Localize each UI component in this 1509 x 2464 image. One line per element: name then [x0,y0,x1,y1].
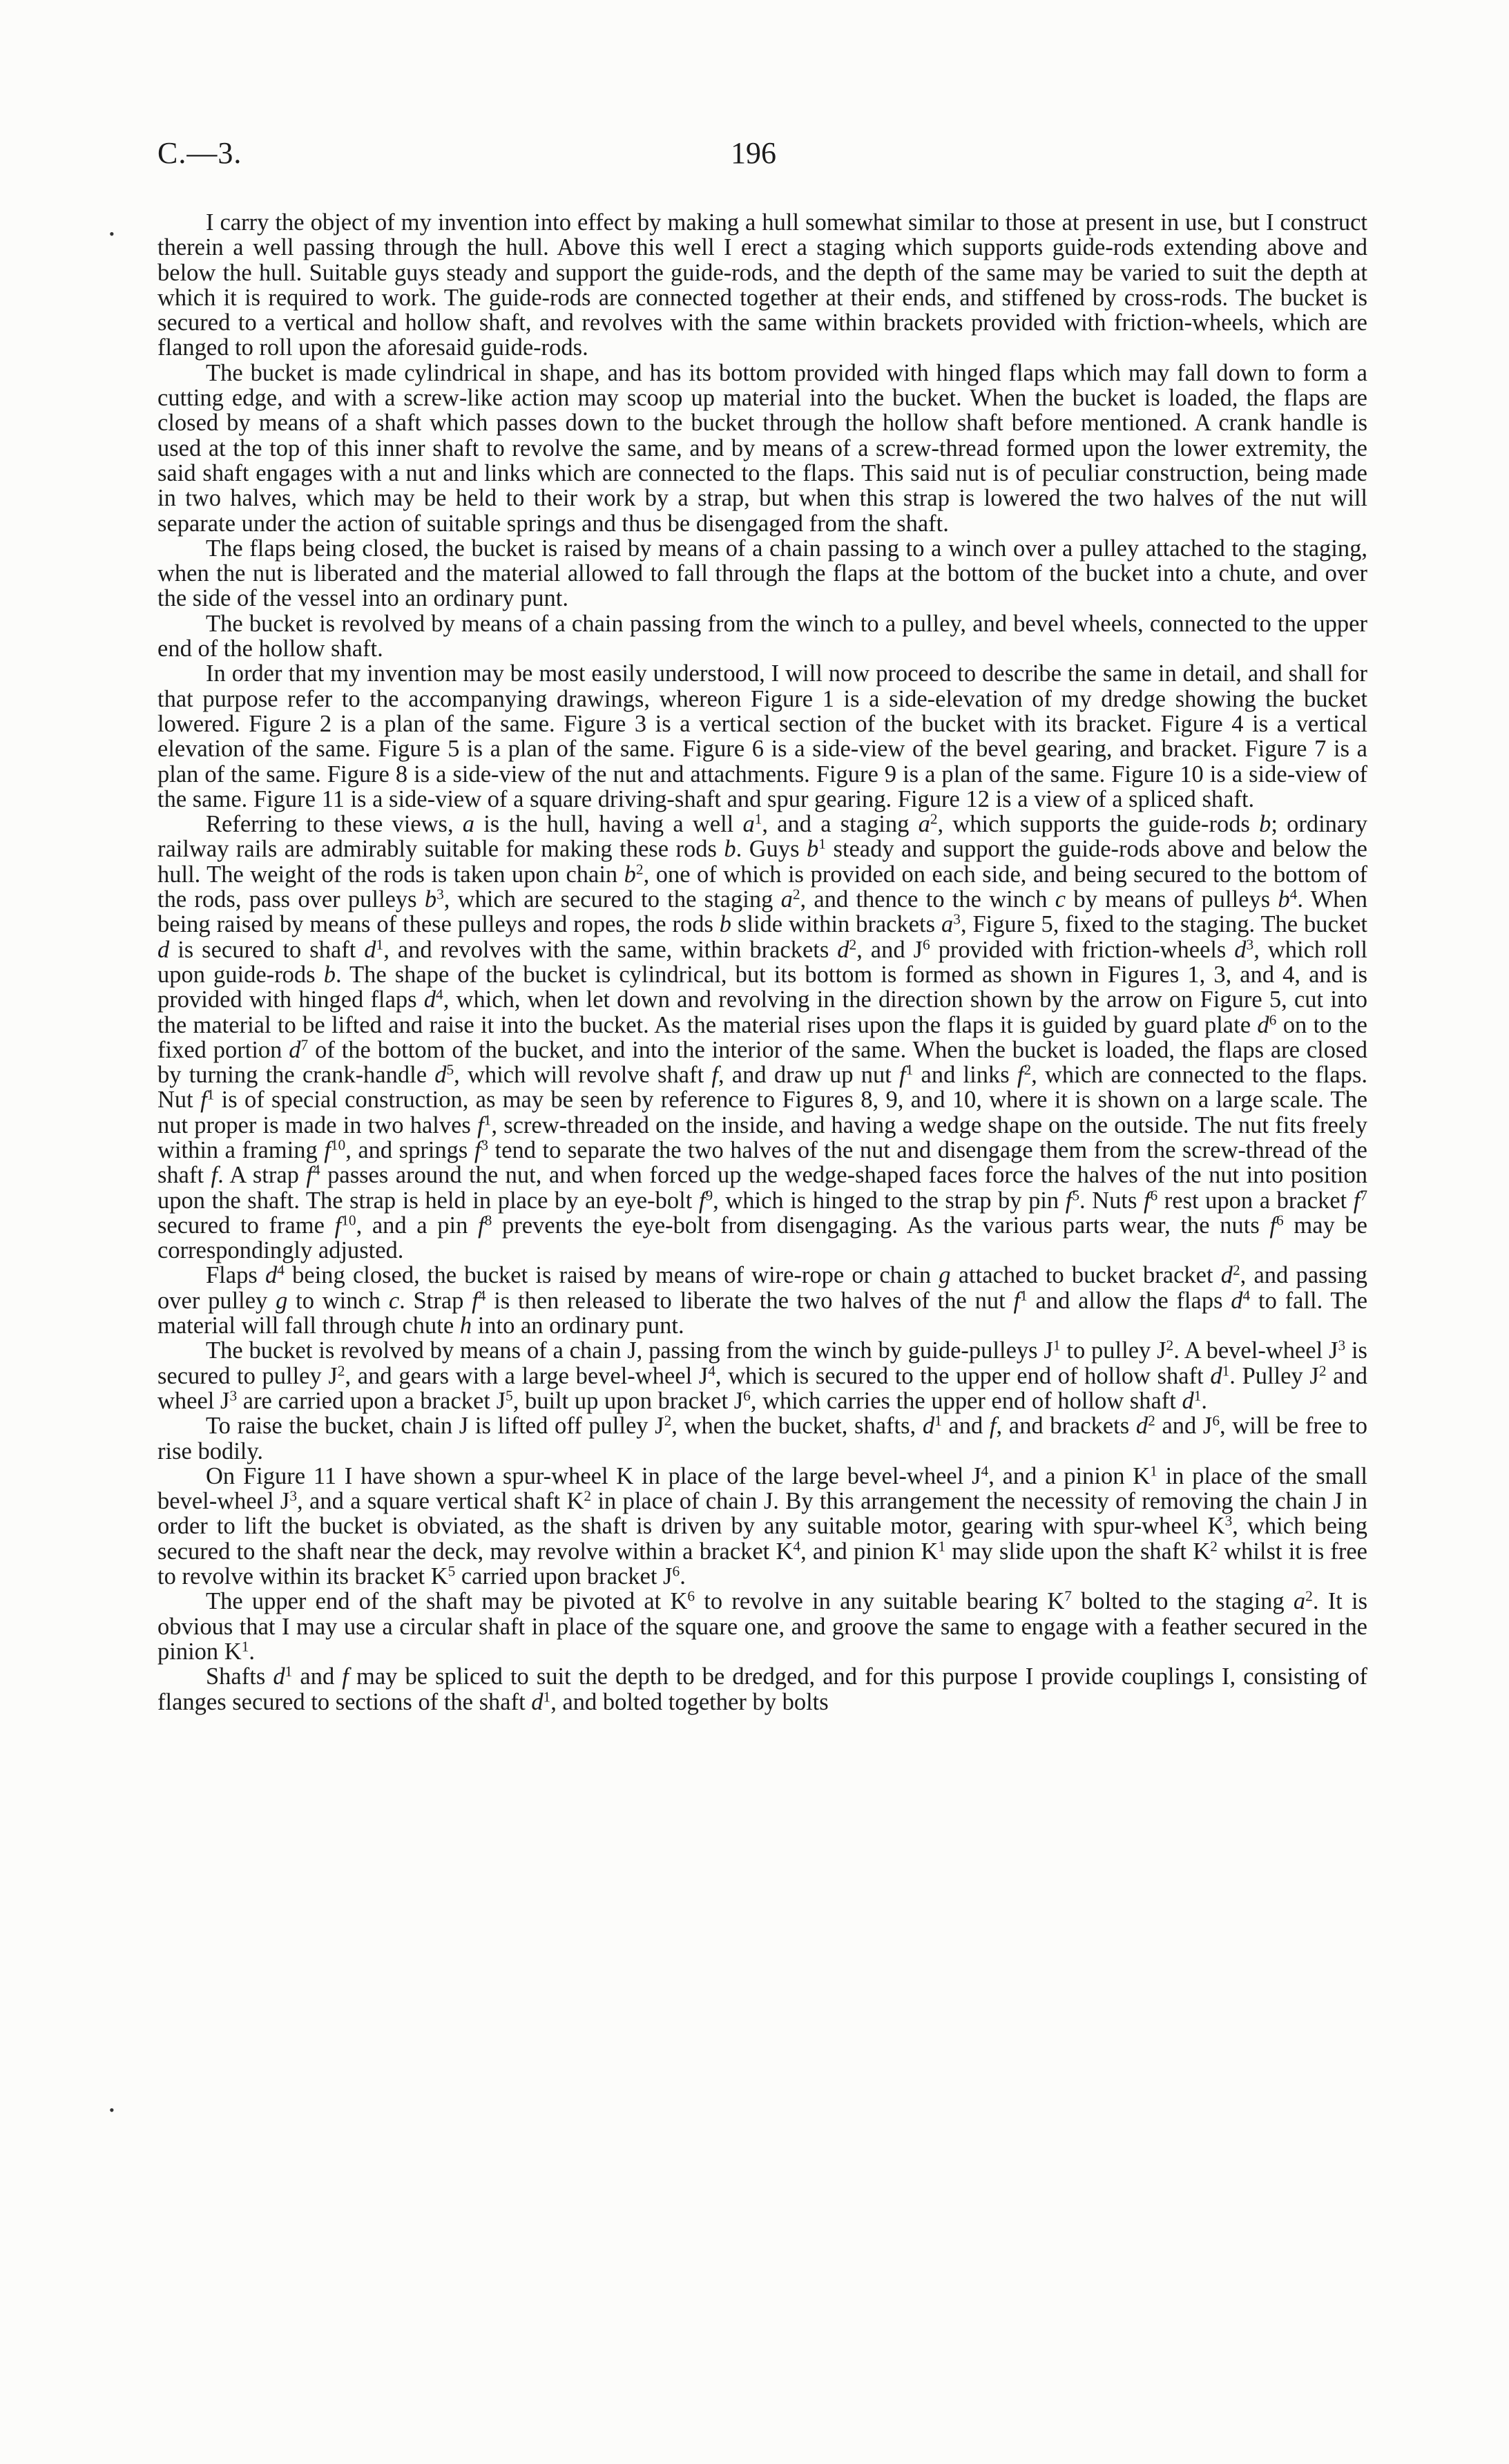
superscript-index: 1 [1193,1387,1202,1404]
reference-letter: b [424,886,437,913]
reference-letter: f [989,1413,997,1440]
reference-letter: d [837,936,849,963]
superscript-index: 3 [481,1136,489,1154]
text-run: . [249,1638,256,1665]
text-run: . A bevel-wheel J [1173,1337,1338,1364]
superscript-index: 3 [436,886,444,903]
margin-dot-top: • [109,225,115,242]
reference-letter: f [306,1162,313,1189]
superscript-index: 4 [436,986,443,1003]
text-run: . The shape of the bucket is cylindrical, but its bottom is formed as shown in Figures 1, 3, and 4, and is provided with hinged flaps [157,961,1367,1013]
superscript-index: 6 [1212,1412,1220,1429]
reference-letter: d [265,1262,278,1289]
text-run: , and pinion K [800,1538,939,1565]
running-header [157,135,1352,177]
text-run: slide within brackets [731,911,941,938]
body-paragraph [157,361,1367,536]
text-run: . It is obvious that I may use a circular shaft in place of the square one, and groove the same to engage with a feather secured in the pinion K [157,1588,1367,1665]
text-run: Shafts [206,1663,273,1690]
body-paragraph [157,812,1367,1263]
text-run: and allow the flaps [1027,1287,1231,1314]
superscript-index: 4 [793,1537,801,1554]
margin-dot-bottom: • [109,2101,115,2119]
reference-letter: f [711,1062,718,1089]
text-run: , which being secured to the shaft near the deck, may revolve within a bracket K [157,1513,1367,1565]
superscript-index: 4 [478,1287,486,1304]
text-run: , screw-threaded on the inside, and having a wedge shape on the outside. The nut fits freely within a framing [157,1111,1367,1163]
reference-letter: f [474,1136,481,1163]
text-run: bolted to the staging [1071,1588,1294,1615]
superscript-index: 4 [312,1161,320,1178]
superscript-index: 6 [687,1587,695,1605]
reference-letter: d [1135,1413,1148,1440]
text-run: , and a pinion K [988,1462,1151,1489]
text-run: To raise the bucket, chain J is lifted off pulley J [206,1413,664,1440]
superscript-index: 2 [337,1362,345,1379]
text-run: . Nuts [1079,1187,1144,1214]
superscript-index: 1 [376,935,384,953]
text-run: , which, when let down and revolving in the direction shown by the arrow on Figure 5, cut into the material to be lifted and raise it into the bucket. As the material rises upon the flaps it is guided by guard plate [157,986,1367,1038]
reference-letter: d [434,1062,447,1089]
text-run: Referring to these views, [206,811,463,838]
text-run: . When being raised by means of these pulleys and ropes, the rods [157,886,1367,938]
body-paragraph [157,1413,1367,1464]
text-run: The upper end of the shaft may be pivoted at K [206,1588,688,1615]
text-run: and J [1155,1413,1213,1440]
text-run: are carried upon a bracket J [237,1387,506,1414]
text-run: and wheel J [157,1362,1367,1414]
text-run: whilst it is free to revolve within its bracket K [157,1538,1367,1590]
text-run: of the bottom of the bucket, and into the interior of the same. When the bucket is loaded, the flaps are closed by turning the crank-handle [157,1036,1367,1089]
reference-letter: f [1017,1062,1024,1089]
reference-letter: b [719,911,732,938]
text-run: , and gears with a large bevel-wheel J [345,1362,709,1389]
text-run: is of special construction, as may be seen by reference to Figures 8, 9, and 10, where it is shown on a large scale. The nut proper is made in two halves [157,1087,1368,1138]
superscript-index: 2 [792,886,800,903]
superscript-index: 10 [330,1136,346,1154]
text-run: , and bolted together by bolts [550,1688,829,1715]
reference-letter: b [624,861,636,888]
text-run: by means of pulleys [1066,886,1278,913]
reference-letter: d [1257,1011,1269,1038]
text-run: , and a staging [762,811,919,838]
reference-letter: f [200,1087,207,1114]
reference-letter: c [1055,886,1066,913]
reference-letter: f [1065,1187,1073,1214]
superscript-index: 1 [285,1663,293,1680]
text-run: prevents the eye-bolt from disengaging. As the various parts wear, the nuts [492,1212,1270,1239]
reference-letter: d [1231,1287,1243,1314]
superscript-index: 3 [953,910,961,928]
text-run: is secured to shaft [169,936,365,963]
body-text [157,210,1367,1715]
superscript-index: 1 [754,810,762,828]
reference-letter: d [531,1688,544,1715]
text-run: and [941,1413,990,1440]
text-run: , one of which is provided on each side, and being secured to the bottom of the rods, pass over pulleys [157,861,1367,913]
reference-letter: d [1220,1262,1233,1289]
superscript-index: 2 [1023,1061,1032,1078]
superscript-index: 1 [1053,1337,1061,1354]
text-run: . [680,1563,686,1590]
text-run: attached to bucket bracket [950,1262,1221,1289]
document-reference: C.—3. [157,136,242,170]
text-run: to winch [287,1287,389,1314]
text-run: rest upon a bracket [1157,1187,1354,1214]
text-run: , which is hinged to the strap by pin [713,1187,1066,1214]
reference-letter: d [922,1413,935,1440]
superscript-index: 3 [229,1387,238,1404]
body-paragraph [157,1263,1367,1338]
reference-letter: a [742,811,755,838]
text-run: may be spliced to suit the depth to be dredged, and for this purpose I provide couplings I, consisting of flanges secured to sections of the shaft [157,1663,1367,1715]
superscript-index: 4 [277,1261,285,1279]
text-run: into an ordinary punt. [472,1312,684,1339]
superscript-index: 2 [664,1412,672,1429]
reference-letter: a [1293,1588,1306,1615]
reference-letter: d [423,986,436,1013]
text-run: On Figure 11 I have shown a spur-wheel K in place of the large bevel-wheel J [206,1462,981,1489]
reference-letter: d [273,1663,285,1690]
body-paragraph [157,536,1367,611]
superscript-index: 2 [635,860,644,877]
text-run: is then released to liberate the two halves of the nut [486,1287,1014,1314]
superscript-index: 3 [1224,1512,1233,1529]
superscript-index: 5 [506,1387,513,1404]
superscript-index: 1 [206,1086,215,1103]
superscript-index: 7 [300,1036,309,1053]
superscript-index: 6 [1150,1186,1158,1203]
superscript-index: 3 [1246,935,1254,953]
reference-letter: f [334,1212,342,1239]
reference-letter: d [1234,936,1247,963]
reference-letter: a [462,811,475,838]
superscript-index: 9 [705,1186,713,1203]
body-paragraph [157,1338,1367,1413]
text-run: , which are connected to the flaps. Nut [157,1062,1367,1114]
text-run: , and thence to the winch [800,886,1055,913]
superscript-index: 5 [446,1061,454,1078]
superscript-index: 6 [743,1387,751,1404]
text-run: In order that my invention may be most easily understood, I will now proceed to describe the same in detail, and shall for that purpose refer to the accompanying drawings, whereon Figure 1 is a side-elevation of my dredge showing the bucket lowered. Figure 2 is a plan of the same. Figure 3 is a vertical section of the bucket with its bracket. Figure 4 is a vertical elevation of the same. Figure 5 is a plan of the same. Figure 6 is a side-view of the bevel gearing, and bracket. Figure 7 is a plan of the same. Figure 8 is a side-view of the nut and attachments. Figure 9 is a plan of the same. Figure 10 is a side-view of the same. Figure 11 is a side-view of a square driving-shaft and spur gearing. Figure 12 is a view of a spliced shaft. [157,660,1367,812]
text-run: is secured to pulley J [157,1337,1367,1389]
reference-letter: f [1143,1187,1151,1214]
superscript-index: 4 [981,1462,989,1480]
superscript-index: 10 [341,1212,356,1229]
reference-letter: b [1278,886,1290,913]
text-run: being closed, the bucket is raised by means of wire-rope or chain [284,1262,939,1289]
superscript-index: 1 [1020,1287,1028,1304]
text-run: passes around the nut, and when forced up the wedge-shaped faces force the halves of the nut into position upon the shaft. The strap is held in place by an eye-bolt [157,1162,1367,1214]
reference-letter: c [388,1287,400,1314]
text-run: in place of the small bevel-wheel J [157,1462,1367,1515]
text-run: , built up upon bracket J [512,1387,744,1414]
text-run: , and a square vertical shaft K [297,1488,584,1515]
text-run: . Pulley J [1229,1362,1319,1389]
text-run: , and passing over pulley [157,1262,1367,1314]
reference-letter: f [1013,1287,1021,1314]
reference-letter: g [276,1287,288,1314]
text-run: , which carries the upper end of hollow shaft [750,1387,1182,1414]
text-run: may be correspondingly adjusted. [157,1212,1367,1264]
text-run: The bucket is revolved by means of a chain J, passing from the winch by guide-pulleys J [206,1337,1053,1364]
superscript-index: 2 [1210,1537,1218,1554]
text-run: , and a pin [356,1212,479,1239]
superscript-index: 5 [1072,1186,1080,1203]
text-run: , Figure 5, fixed to the staging. The bucket [960,911,1367,938]
superscript-index: 4 [1242,1287,1251,1304]
text-run: and [292,1663,343,1690]
superscript-index: 2 [849,935,857,953]
superscript-index: 1 [1222,1362,1230,1379]
superscript-index: 1 [241,1638,249,1655]
body-paragraph [157,1664,1367,1715]
text-run: to pulley J [1060,1337,1166,1364]
text-run: . Guys [736,836,807,863]
text-run: . [1201,1387,1208,1414]
text-run: . A strap [218,1162,307,1189]
text-run: on to the fixed portion [157,1011,1367,1063]
reference-letter: f [698,1187,706,1214]
body-paragraph [157,611,1367,662]
text-run: and links [913,1062,1017,1089]
text-run: I carry the object of my invention into effect by making a hull somewhat similar to those at present in use, but I construct therein a well passing through the hull. Above this well I erect a staging which supports guide-rods extending above and below the hull. Suitable guys steady and support the guide-rods, and the depth of the same may be varied to suit the depth at which it is required to work. The guide-rods are connected together at their ends, and stiffened by cross-rods. The bucket is secured to a vertical and hollow shaft, and revolves with the same within brackets provided with friction-wheels, which are flanged to roll upon the aforesaid guide-rods. [157,209,1367,361]
body-paragraph [157,1464,1367,1589]
text-run: , and J [856,936,923,963]
superscript-index: 6 [1276,1212,1284,1229]
superscript-index: 4 [1289,886,1298,903]
reference-letter: d [289,1036,301,1063]
superscript-index: 2 [1232,1261,1240,1279]
text-run: . Strap [399,1287,472,1314]
text-run: steady and support the guide-rods above and below the hull. The weight of the rods is taken upon chain [157,836,1367,888]
superscript-index: 2 [1148,1412,1155,1429]
text-run: , and revolves with the same, within brackets [383,936,838,963]
reference-letter: f [478,1212,485,1239]
text-run: ; ordinary railway rails are admirably suitable for making these rods [157,811,1367,863]
reference-letter: a [941,911,954,938]
superscript-index: 5 [448,1563,456,1580]
text-run: , and brackets [996,1413,1136,1440]
superscript-index: 1 [818,835,826,852]
text-run: , which is secured to the upper end of hollow shaft [715,1362,1211,1389]
text-run: , when the bucket, shafts, [671,1413,923,1440]
text-run: , and springs [345,1136,474,1163]
body-paragraph [157,1589,1367,1664]
reference-letter: d [364,936,376,963]
superscript-index: 8 [484,1212,492,1229]
reference-letter: f [324,1136,331,1163]
superscript-index: 7 [1360,1186,1367,1203]
superscript-index: 1 [905,1061,914,1078]
text-run: to revolve in any suitable bearing K [695,1588,1065,1615]
body-paragraph [157,210,1367,361]
text-run: The bucket is made cylindrical in shape, and has its bottom provided with hinged flaps which may fall down to form a cutting edge, and with a screw-like action may scoop up material into the bucket. When the bucket is loaded, the flaps are closed by means of a shaft which passes down to the bucket through the hollow shaft before mentioned. A crank handle is used at the top of this inner shaft to revolve the same, and by means of a screw-thread formed upon the lower extremity, the said shaft engages with a nut and links which are connected to the flaps. This said nut is of peculiar construction, being made in two halves, which may be held to their work by a strap, but when this strap is lowered the two halves of the nut will separate under the action of suitable springs and thus be disengaged from the shaft. [157,359,1367,537]
text-run: secured to frame [157,1212,335,1239]
page-number: 196 [731,136,776,170]
text-run: to fall. The material will fall through chute [157,1287,1368,1339]
text-run: , will be free to rise bodily. [157,1413,1367,1464]
superscript-index: 3 [1338,1337,1346,1354]
text-run: The bucket is revolved by means of a chain passing from the winch to a pulley, and bevel wheels, connected to the upper end of the hollow shaft. [157,610,1367,662]
superscript-index: 2 [1318,1362,1327,1379]
superscript-index: 2 [584,1487,592,1505]
reference-letter: f [899,1062,906,1089]
superscript-index: 2 [1305,1587,1313,1605]
text-run: , which are secured to the staging [443,886,781,913]
text-run: Flaps [206,1262,265,1289]
reference-letter: b [323,961,336,988]
superscript-index: 1 [938,1537,946,1554]
text-run: carried upon bracket J [455,1563,673,1590]
reference-letter: g [939,1262,951,1289]
superscript-index: 1 [483,1111,492,1128]
text-run: , which will revolve shaft [454,1062,712,1089]
reference-letter: f [342,1663,349,1690]
text-run: may slide upon the shaft K [945,1538,1211,1565]
text-run: , and draw up nut [718,1062,900,1089]
superscript-index: 1 [543,1688,551,1705]
superscript-index: 1 [934,1412,942,1429]
text-run: , which roll upon guide-rods [157,936,1367,988]
reference-letter: b [724,836,736,863]
body-paragraph [157,661,1367,812]
reference-letter: d [1210,1362,1222,1389]
text-run: provided with friction-wheels [930,936,1235,963]
superscript-index: 6 [922,935,930,953]
superscript-index: 2 [1166,1337,1174,1354]
superscript-index: 4 [708,1362,715,1379]
reference-letter: f [1353,1187,1361,1214]
superscript-index: 6 [672,1563,680,1580]
reference-letter: a [780,886,793,913]
text-run: , which supports the guide-rods [937,811,1260,838]
superscript-index: 2 [930,810,938,828]
superscript-index: 1 [1150,1462,1157,1480]
superscript-index: 7 [1064,1587,1072,1605]
reference-letter: f [211,1162,218,1189]
reference-letter: b [807,836,819,863]
reference-letter: a [918,811,930,838]
superscript-index: 3 [289,1487,298,1505]
reference-letter: b [1259,811,1271,838]
text-run: The flaps being closed, the bucket is raised by means of a chain passing to a winch over a pulley attached to the staging, when the nut is liberated and the material allowed to fall through the flaps at the bottom of the bucket into a chute, and over the side of the vessel into an ordinary punt. [157,535,1367,612]
text-run: tend to separate the two halves of the nut and disengage them from the screw-thread of the shaft [157,1136,1367,1189]
reference-letter: h [459,1312,472,1339]
text-run: is the hull, having a well [474,811,743,838]
reference-letter: d [1182,1387,1194,1414]
reference-letter: f [477,1111,484,1138]
reference-letter: d [157,936,170,963]
text-run: in place of chain J. By this arrangement the necessity of removing the chain J in order to lift the bucket is obviated, as the shaft is driven by any suitable motor, gearing with spur-wheel K [157,1488,1367,1540]
reference-letter: f [1269,1212,1277,1239]
reference-letter: f [472,1287,479,1314]
superscript-index: 6 [1269,1011,1277,1028]
